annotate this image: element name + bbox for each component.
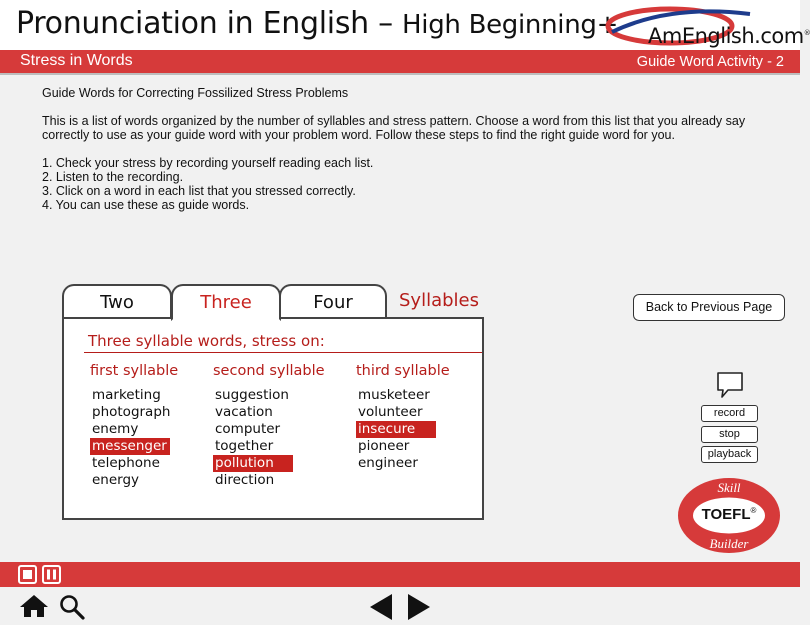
word-item[interactable]: computer [215, 421, 281, 437]
column-title: third syllable [356, 363, 450, 379]
step-item: 4. You can use these as guide words. [42, 198, 250, 212]
instructions [42, 86, 762, 212]
home-icon[interactable] [18, 593, 50, 619]
word-item[interactable]: enemy [92, 421, 139, 437]
pause-icon [44, 567, 59, 582]
tab-three[interactable]: Three [171, 284, 281, 321]
step-item: 1. Check your stress by recording yourself reading each list. [42, 156, 374, 170]
panel-divider [84, 352, 482, 353]
stop-square-button[interactable] [18, 565, 37, 584]
bottom-control-bar [0, 562, 800, 587]
tab-four[interactable]: Four [279, 284, 387, 321]
speech-bubble-icon [716, 371, 744, 399]
tabs-suffix-label: Syllables [399, 290, 479, 311]
word-item[interactable]: energy [92, 472, 140, 488]
word-item-selected[interactable]: messenger [90, 438, 170, 455]
back-to-previous-page-button[interactable]: Back to Previous Page [633, 294, 785, 321]
instructions-heading: Guide Words for Correcting Fossilized Stress Problems [42, 86, 349, 100]
badge-skill-text: Skill [717, 480, 741, 495]
app-title [16, 6, 618, 41]
word-item[interactable]: musketeer [358, 387, 430, 403]
app-header [0, 0, 810, 50]
word-item[interactable]: direction [215, 472, 275, 488]
word-item[interactable]: telephone [92, 455, 160, 471]
triangle-left-icon[interactable] [368, 592, 394, 622]
word-item[interactable]: photograph [92, 404, 171, 420]
word-item-selected[interactable]: pollution [213, 455, 293, 472]
section-title: Stress in Words [20, 52, 133, 69]
tab-two[interactable]: Two [62, 284, 172, 321]
record-button[interactable]: record [701, 405, 758, 422]
app-title-main: Pronunciation in English – [16, 6, 393, 41]
word-item[interactable]: suggestion [215, 387, 289, 403]
amenglish-logo [600, 2, 810, 48]
word-item[interactable]: pioneer [358, 438, 410, 454]
column-second-syllable [213, 363, 343, 489]
word-item[interactable]: engineer [358, 455, 418, 471]
triangle-right-icon[interactable] [406, 592, 432, 622]
instructions-paragraph: This is a list of words organized by the number of syllables and stress pattern. Choose a word from this list that you already say correctly to use as your guide word with your problem word. Follow these steps to find the right guide word for you. [42, 114, 746, 142]
activity-label: Guide Word Activity - 2 [636, 54, 784, 70]
word-item[interactable]: vacation [215, 404, 273, 420]
pause-button[interactable] [42, 565, 61, 584]
stop-button[interactable]: stop [701, 426, 758, 443]
word-item[interactable]: marketing [92, 387, 161, 403]
app-title-level: High Beginning+ [402, 10, 619, 40]
badge-builder-text: Builder [709, 536, 749, 551]
word-item[interactable]: together [215, 438, 274, 454]
section-bar [0, 50, 800, 75]
stop-square-icon [20, 567, 35, 582]
step-item: 3. Click on a word in each list that you stressed correctly. [42, 184, 356, 198]
column-first-syllable [90, 363, 220, 489]
step-item: 2. Listen to the recording. [42, 170, 184, 184]
badge-toefl-text: TOEFL® [701, 506, 757, 523]
word-item-selected[interactable]: insecure [356, 421, 436, 438]
column-third-syllable [356, 363, 486, 472]
panel-heading: Three syllable words, stress on: [88, 332, 325, 350]
logo-text: AmEnglish.com® [648, 24, 810, 48]
search-icon[interactable] [58, 594, 86, 620]
word-item[interactable]: volunteer [358, 404, 423, 420]
column-title: first syllable [90, 363, 179, 379]
playback-button[interactable]: playback [701, 446, 758, 463]
word-list-panel [62, 317, 484, 520]
column-title: second syllable [213, 363, 325, 379]
toefl-skill-builder-badge[interactable] [676, 476, 782, 555]
